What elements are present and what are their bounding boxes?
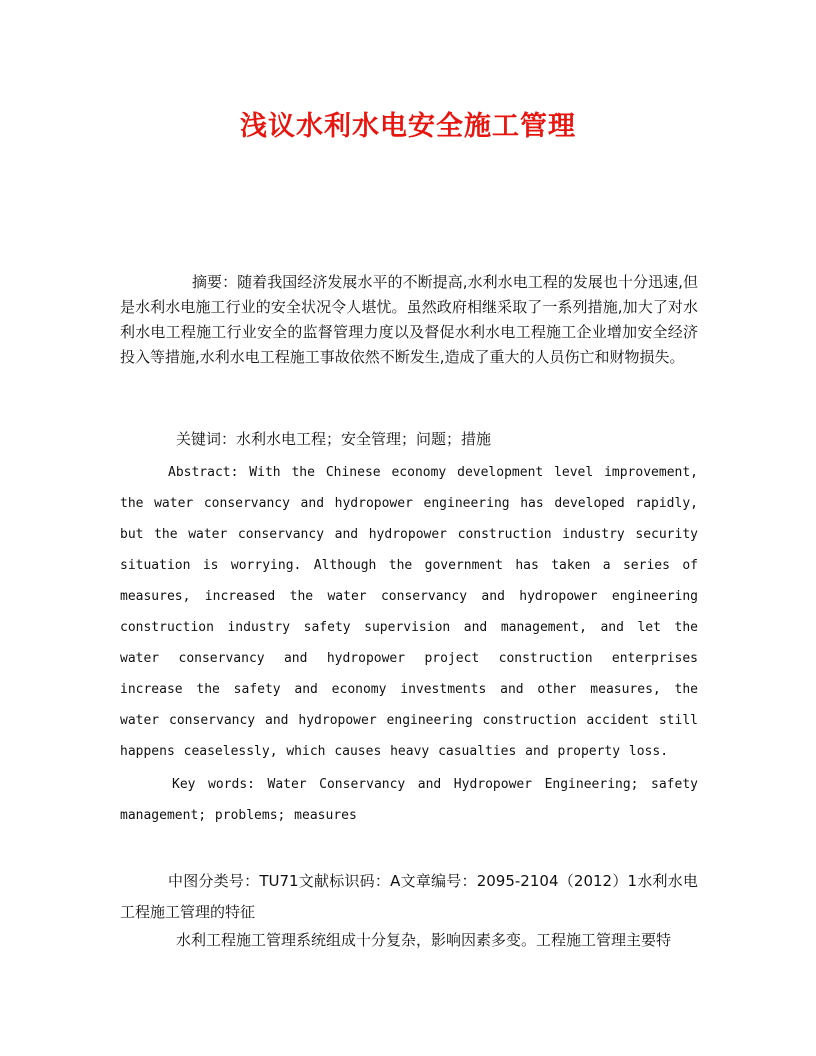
body-paragraph: 水利工程施工管理系统组成十分复杂，影响因素多变。工程施工管理主要特 — [176, 931, 672, 949]
document-title: 浅议水利水电安全施工管理 — [240, 111, 576, 142]
english-keywords: Key words: Water Conservancy and Hydropower Engineering; safety management; problems; measures — [120, 777, 698, 823]
chinese-keywords: 关键词：水利水电工程；安全管理；问题；措施 — [176, 430, 492, 448]
english-abstract: Abstract: With the Chinese economy development level improvement, the water conservancy and hydropower engineering has developed rapidly, but the water conservancy and hydropower construction industry security situation is worrying. Although the government has taken a series of measures, increased the water conservancy and hydropower engineering construction industry safety supervision and management, and let the water conservancy and hydropower project construction enterprises increase the safety and economy investments and other measures, the water conservancy and hydropower engineering construction accident still happens ceaselessly, which causes heavy casualties and property loss. — [120, 465, 698, 759]
classification-line: 中图分类号：TU71文献标识码：A文章编号：2095-2104（2012）1水利水电工程施工管理的特征 — [120, 872, 698, 921]
chinese-abstract: 摘要：随着我国经济发展水平的不断提高,水利水电工程的发展也十分迅速,但是水利水电施工行业的安全状况令人堪忧。虽然政府相继采取了一系列措施,加大了对水利水电工程施工行业安全的监督管理力度以及督促水利水电工程施工企业增加安全经济投入等措施,水利水电工程施工事故依然不断发生,造成了重大的人员伤亡和财物损失。 — [120, 273, 698, 366]
